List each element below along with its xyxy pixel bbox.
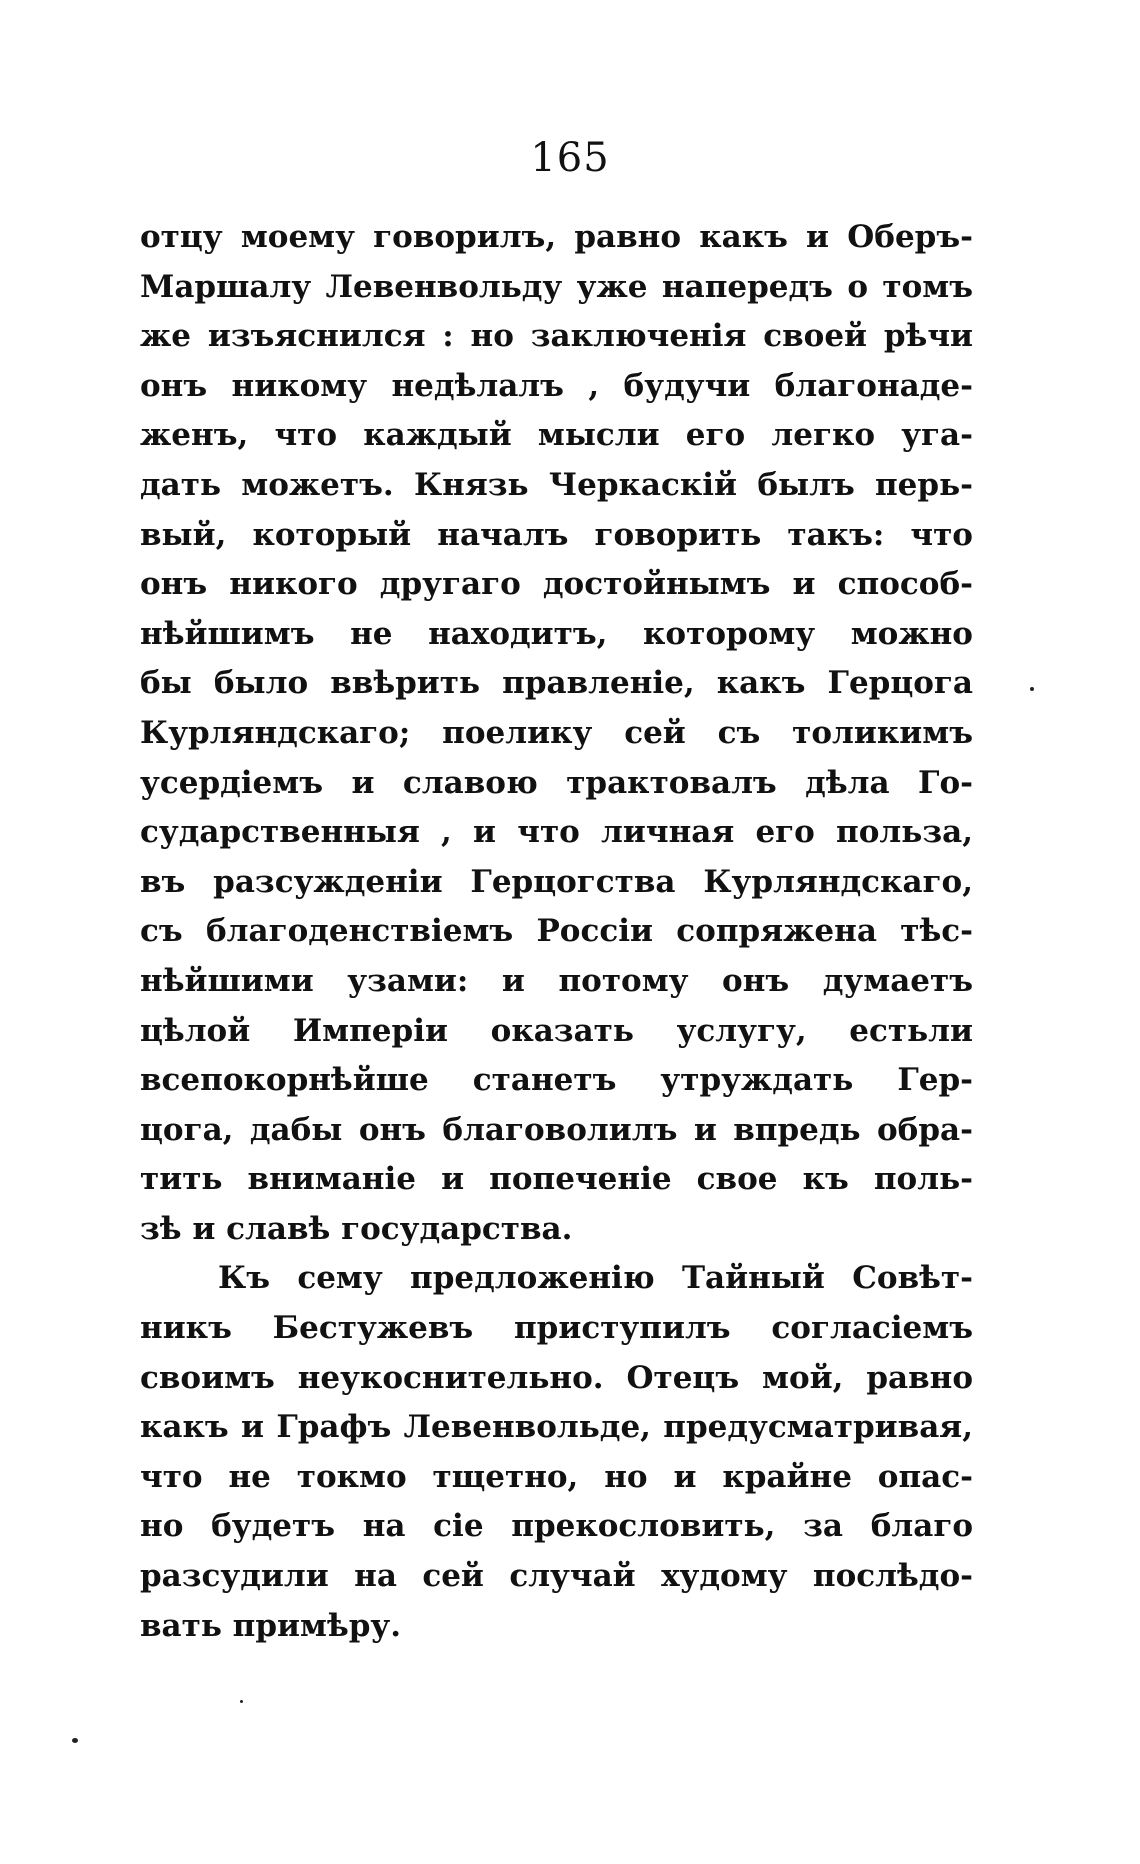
text-line: никъ Бестужевъ приступилъ согласіемъ: [140, 1310, 973, 1347]
text-line: что не токмо тщетно, но и крайне опас-: [140, 1458, 973, 1495]
text-line: нѣйшимъ не находитъ, которому можно: [140, 615, 973, 652]
text-line: разсудили на сей случай худому послѣдо-: [140, 1558, 973, 1595]
ink-speck: [1030, 687, 1034, 691]
text-line: бы было ввѣрить правленіе, какъ Герцога: [140, 665, 973, 702]
text-line: своимъ неукоснительно. Отецъ мой, равно: [140, 1359, 973, 1396]
text-line: зѣ и славѣ государства.: [140, 1210, 573, 1247]
text-line: женъ, что каждый мысли его легко уга-: [140, 417, 973, 454]
text-line: цога, дабы онъ благоволилъ и впредь обра-: [140, 1111, 973, 1148]
text-line: дать можетъ. Князь Черкаскій былъ перь-: [140, 466, 973, 503]
text-line: онъ никому недѣлалъ , будучи благонаде-: [140, 367, 973, 404]
ink-speck: [240, 1700, 243, 1703]
text-line: какъ и Графъ Левенвольде, предусматривая,: [140, 1409, 973, 1446]
text-line: нѣйшими узами: и потому онъ думаетъ: [140, 962, 973, 999]
text-line: Маршалу Левенвольду уже напередъ о томъ: [140, 268, 973, 305]
text-line: Курляндскаго; поелику сей съ толикимъ: [140, 714, 973, 751]
text-line: отцу моему говорилъ, равно какъ и Оберъ-: [140, 219, 973, 255]
text-line: но будетъ на сіе прекословить, за благо: [140, 1508, 973, 1545]
text-line: онъ никого другаго достойнымъ и способ-: [140, 566, 973, 603]
text-line: съ благоденствіемъ Россіи сопряжена тѣс-: [140, 913, 973, 950]
text-line: Къ сему предложенію Тайный Совѣт-: [218, 1260, 973, 1297]
text-line: вать примѣру.: [140, 1607, 402, 1644]
text-line: въ разсужденіи Герцогства Курляндскаго,: [140, 863, 973, 900]
text-line: вый, который началъ говорить такъ: что: [140, 516, 973, 553]
text-line: усердіемъ и славою трактовалъ дѣла Го-: [140, 764, 973, 801]
text-line: тить вниманіе и попеченіе свое къ поль-: [140, 1161, 973, 1198]
page-number: 165: [530, 135, 610, 181]
text-line: сударственныя , и что личная его польза,: [140, 814, 973, 851]
paragraph: [140, 213, 973, 1254]
page-text: [140, 213, 973, 1651]
text-line: цѣлой Имперіи оказать услугу, естьли: [140, 1012, 973, 1049]
paragraph: [140, 1254, 973, 1651]
ink-speck: [72, 1738, 78, 1743]
text-line: же изъяснился : но заключенія своей рѣчи: [140, 318, 973, 355]
text-line: всепокорнѣйше станетъ утруждать Гер-: [140, 1062, 973, 1099]
